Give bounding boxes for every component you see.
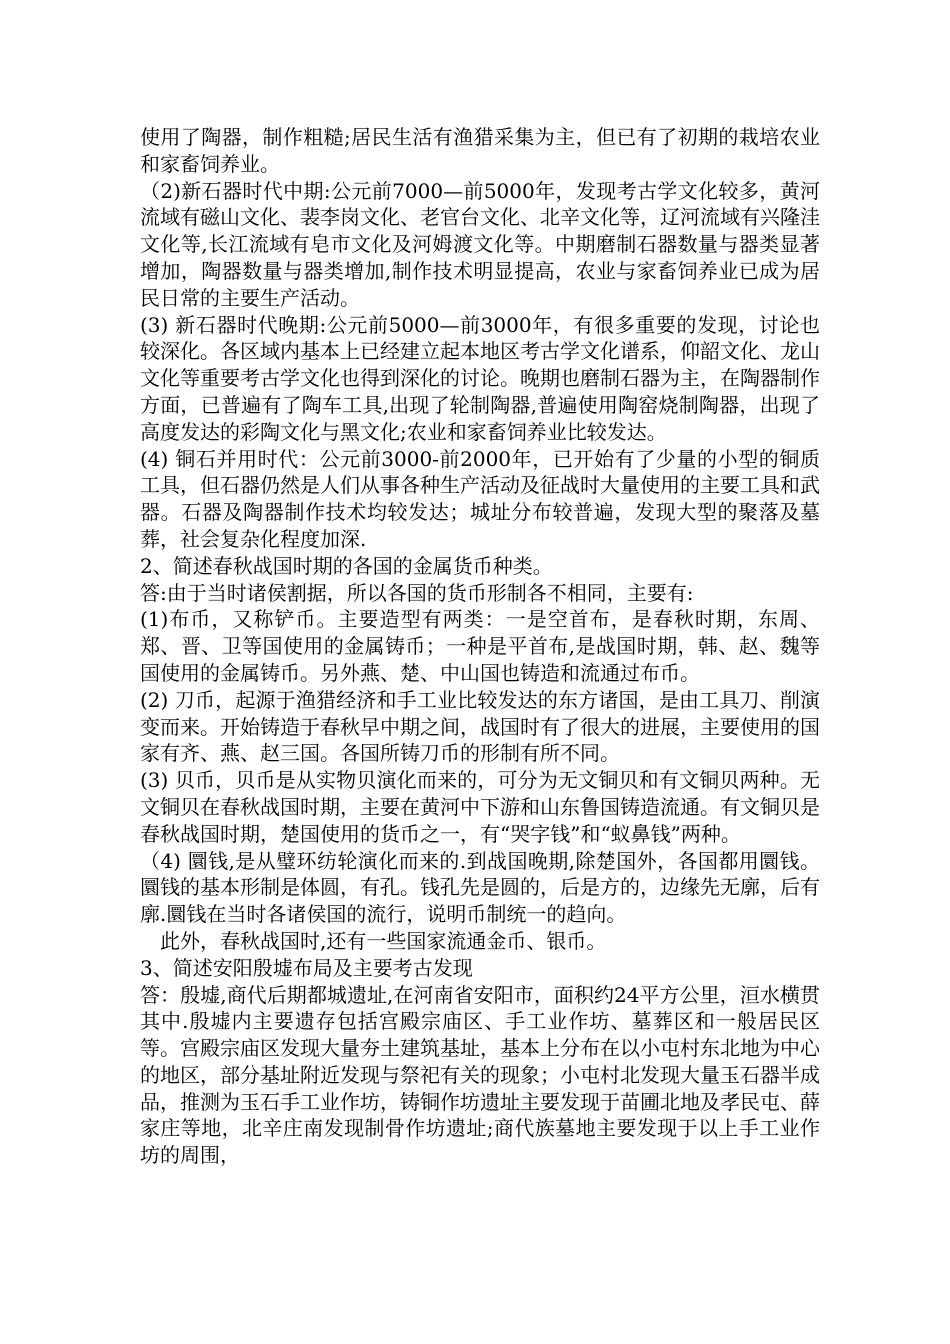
answer-2-intro: 答:由于当时诸侯割据，所以各国的货币形制各不相同，主要有: bbox=[140, 580, 694, 605]
paragraph-neolithic-middle: （2)新石器时代中期:公元前7000—前5000年，发现考古学文化较多，黄河流域有磁山文化、裴李岗文化、老官台文化、北辛文化等，辽河流域有兴隆洼文化等,长江流域有皂市文化及河姆渡文化等。中期磨制石器数量与器类显著增加，陶器数量与器类增加,制作技术明显提高，农业与家畜饲养业已成为居民日常的主要生产活动。 bbox=[140, 178, 820, 310]
paragraph-round-coins: （4) 圜钱,是从璧环纺轮演化而来的.到战国晚期,除楚国外，各国都用圜钱。圜钱的基本形制是体圆，有孔。钱孔先是圆的，后是方的，边缘先无廓，后有廓.圜钱在当时各诸侯国的流行，说明币制统一的趋向。 bbox=[140, 848, 820, 927]
paragraph-neolithic-late: (3) 新石器时代晚期:公元前5000—前3000年，有很多重要的发现，讨论也较深化。各区域内基本上已经建立起本地区考古学文化谱系，仰韶文化、龙山文化等重要考古学文化也得到深化的讨论。晚期也磨制石器为主，在陶器制作方面，已普遍有了陶车工具,出现了轮制陶器,普遍使用陶窑烧制陶器，出现了高度发达的彩陶文化与黑文化;农业和家畜饲养业比较发达。 bbox=[140, 312, 820, 444]
paragraph-knife-coins: (2) 刀币，起源于渔猎经济和手工业比较发达的东方诸国，是由工具刀、削演变而来。开始铸造于春秋早中期之间，战国时有了很大的进展，主要使用的国家有齐、燕、赵三国。各国所铸刀币的形制有所不同。 bbox=[140, 687, 820, 766]
paragraph-spade-coins: (1)布币，又称铲币。主要造型有两类：一是空首布，是春秋时期，东周、郑、晋、卫等国使用的金属铸币；一种是平首布,是战国时期，韩、赵、魏等国使用的金属铸币。另外燕、楚、中山国也铸造和流通过布币。 bbox=[140, 607, 820, 685]
question-3-heading: 3、简述安阳殷墟布局及主要考古发现 bbox=[140, 955, 473, 980]
paragraph-shell-coins: (3) 贝币，贝币是从实物贝演化而来的，可分为无文铜贝和有文铜贝两种。无文铜贝在春秋战国时期，主要在黄河中下游和山东鲁国铸造流通。有文铜贝是春秋战国时期，楚国使用的货币之一，有“哭字钱”和“蚁鼻钱”两种。 bbox=[140, 768, 820, 846]
paragraph-neolithic-early-tail: 使用了陶器，制作粗糙;居民生活有渔猎采集为主，但已有了初期的栽培农业和家畜饲养业。 bbox=[140, 125, 820, 176]
paragraph-chalcolithic: (4) 铜石并用时代：公元前3000-前2000年，已开始有了少量的小型的铜质工具，但石器仍然是人们从事各种生产活动及征战时大量使用的主要工具和武器。石器及陶器制作技术均较发达；城址分布较普遍，发现大型的聚落及墓葬，社会复杂化程度加深. bbox=[140, 446, 820, 551]
document-body bbox=[140, 124, 820, 1169]
answer-3-yinxu: 答：殷墟,商代后期都城遗址,在河南省安阳市，面积约24平方公里，洹水横贯其中.殷墟内主要遗存包括宫殿宗庙区、手工业作坊、墓葬区和一般居民区等。宫殿宗庙区发现大量夯土建筑基址，基本上分布在以小屯村东北地为中心的地区，部分基址附近发现与祭祀有关的现象；小屯村北发现大量玉石器半成品，推测为玉石手工业作坊，铸铜作坊遗址主要发现于苗圃北地及孝民屯、薛家庄等地，北辛庄南发现制骨作坊遗址;商代族墓地主要发现于以上手工业作坊的周围， bbox=[140, 982, 820, 1168]
paragraph-gold-silver-coins: 此外，春秋战国时,还有一些国家流通金币、银币。 bbox=[160, 928, 607, 953]
question-2-heading: 2、简述春秋战国时期的各国的金属货币种类。 bbox=[140, 553, 553, 578]
